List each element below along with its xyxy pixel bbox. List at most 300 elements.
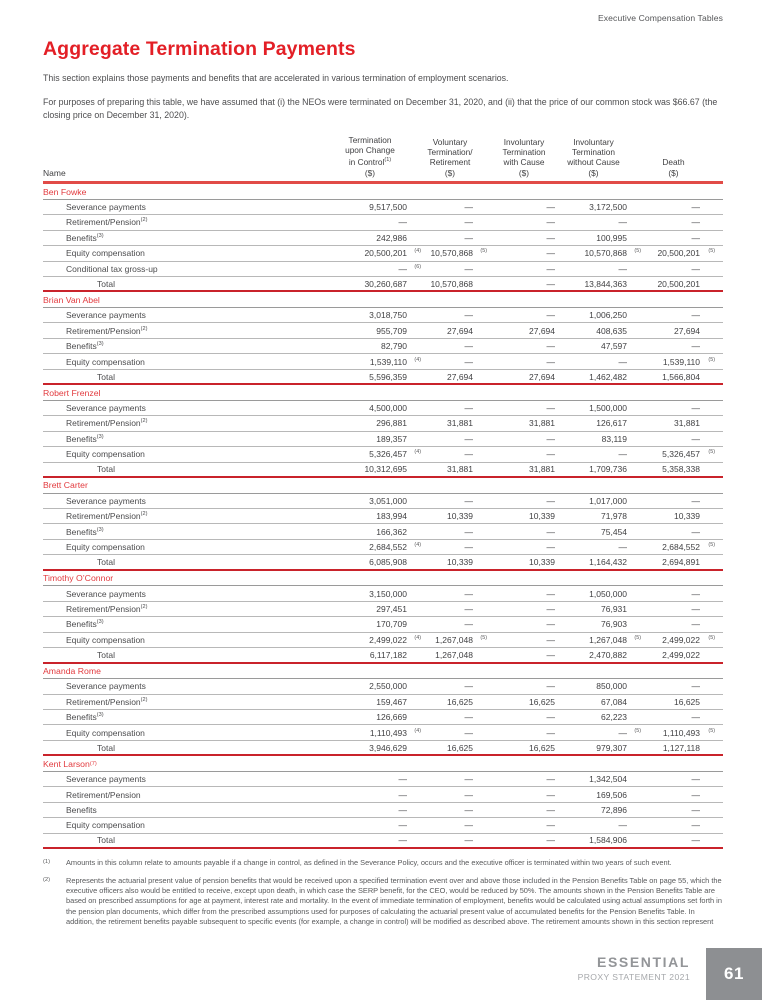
cell-number: 5,358,338 — [662, 464, 700, 475]
cell-number: — — [691, 433, 700, 444]
table-row — [43, 725, 723, 740]
cell-value — [647, 248, 723, 258]
cell-number: — — [464, 449, 473, 460]
row-label: Equity compensation — [66, 542, 145, 553]
cell-number: 1,050,000 — [589, 588, 627, 599]
cell-value — [647, 774, 723, 784]
cell-value — [333, 712, 427, 722]
table-row — [43, 215, 723, 230]
cell-number: 169,506 — [596, 789, 627, 800]
cell-number: 1,584,906 — [589, 835, 627, 846]
table-row — [43, 323, 723, 338]
cell-number: — — [691, 341, 700, 352]
row-label: Benefits$^{(3)}$ — [66, 232, 104, 243]
cell-value — [560, 774, 647, 784]
table-row — [43, 231, 723, 246]
cell-value — [333, 743, 427, 753]
cell-value — [560, 449, 647, 459]
cell-number: 62,223 — [601, 712, 627, 723]
cell-value — [560, 511, 647, 521]
footnote-reference: (4) — [414, 449, 421, 456]
footnote-reference: (4) — [414, 248, 421, 255]
cell-number: 1,110,493 — [369, 727, 407, 738]
cell-value — [647, 604, 723, 614]
cell-number: 27,694 — [447, 371, 473, 382]
cell-value — [333, 542, 427, 552]
cell-number: — — [464, 712, 473, 723]
cell-number: 183,994 — [376, 511, 407, 522]
cell-number: 82,790 — [381, 341, 407, 352]
cell-value — [493, 619, 560, 629]
footnote-reference: (2) — [140, 696, 148, 703]
cell-value — [560, 527, 647, 537]
cell-number: — — [546, 341, 555, 352]
cell-value — [333, 217, 427, 227]
cell-value — [493, 403, 560, 413]
footnote-reference: (2) — [140, 217, 148, 224]
cell-value — [333, 697, 427, 707]
cell-number: — — [464, 263, 473, 274]
row-label: Retirement/Pension$^{(2)}$ — [66, 511, 148, 522]
cell-number: 16,625 — [447, 742, 473, 753]
cell-value — [427, 589, 493, 599]
cell-number: 126,669 — [376, 712, 407, 723]
cell-value — [333, 557, 427, 567]
table-row — [43, 679, 723, 694]
cell-value — [427, 403, 493, 413]
cell-value — [560, 820, 647, 830]
cell-value — [560, 805, 647, 815]
cell-number: 189,357 — [376, 433, 407, 444]
cell-number: 10,312,695 — [364, 464, 407, 475]
row-label: Retirement/Pension$^{(2)}$ — [66, 604, 148, 615]
cell-value — [333, 264, 427, 274]
cell-value — [493, 790, 560, 800]
cell-number: — — [618, 727, 627, 738]
cell-value — [333, 820, 427, 830]
cell-value — [560, 434, 647, 444]
cell-value — [647, 341, 723, 351]
cell-number: 408,635 — [596, 325, 627, 336]
cell-number: 16,625 — [447, 696, 473, 707]
cell-number: 27,694 — [674, 325, 700, 336]
cell-number: 75,454 — [601, 526, 627, 537]
cell-number: 16,625 — [529, 696, 555, 707]
page-title: Aggregate Termination Payments — [43, 38, 356, 60]
cell-value — [647, 326, 723, 336]
cell-number: 13,844,363 — [584, 278, 627, 289]
footnote-reference: (5) — [634, 634, 641, 641]
cell-value — [333, 233, 427, 243]
footnote-reference: (3) — [96, 433, 104, 440]
cell-value — [560, 589, 647, 599]
cell-value — [427, 217, 493, 227]
cell-number: — — [464, 217, 473, 228]
cell-number: — — [398, 263, 407, 274]
cell-number: 67,084 — [601, 696, 627, 707]
cell-number: 1,342,504 — [589, 774, 627, 785]
cell-number: — — [691, 774, 700, 785]
cell-value — [647, 619, 723, 629]
row-label: Severance payments — [66, 202, 146, 213]
cell-value — [647, 835, 723, 845]
cell-number: — — [691, 526, 700, 537]
cell-value — [427, 743, 493, 753]
cell-number: — — [464, 310, 473, 321]
cell-value — [493, 310, 560, 320]
cell-value — [493, 418, 560, 428]
cell-number: — — [464, 835, 473, 846]
cell-number: 1,500,000 — [589, 403, 627, 414]
table-row — [43, 463, 723, 478]
cell-value — [493, 681, 560, 691]
column-header: Involuntary Termination with Cause ($) — [502, 136, 546, 178]
cell-number: — — [464, 542, 473, 553]
footnote-reference: (5) — [480, 634, 487, 641]
cell-number: — — [398, 835, 407, 846]
cell-number: — — [546, 820, 555, 831]
cell-number: — — [546, 526, 555, 537]
table-row — [43, 494, 723, 509]
cell-number: — — [546, 727, 555, 738]
cell-number: — — [691, 835, 700, 846]
column-header: Termination upon Change in Control$^{(1)}$ ($) — [345, 134, 395, 178]
cell-value — [427, 604, 493, 614]
cell-value — [493, 279, 560, 289]
footer-subtitle: PROXY STATEMENT 2021 — [577, 972, 690, 982]
table-row — [43, 401, 723, 416]
table-row — [43, 695, 723, 710]
footnote-reference: (2) — [140, 418, 148, 425]
row-label: Retirement/Pension — [66, 789, 141, 800]
row-label: Retirement/Pension$^{(2)}$ — [66, 418, 148, 429]
row-label: Retirement/Pension$^{(2)}$ — [66, 325, 148, 336]
cell-number: 297,451 — [376, 604, 407, 615]
footnote-reference: (5) — [708, 449, 715, 456]
cell-value — [560, 202, 647, 212]
cell-value — [493, 233, 560, 243]
cell-number: 16,625 — [529, 742, 555, 753]
cell-value — [333, 774, 427, 784]
cell-value — [560, 341, 647, 351]
cell-number: — — [546, 542, 555, 553]
row-label: Severance payments — [66, 403, 146, 414]
cell-value — [647, 542, 723, 552]
cell-value — [493, 248, 560, 258]
cell-number: 1,164,432 — [589, 557, 627, 568]
cell-number: 9,517,500 — [369, 202, 407, 213]
cell-number: — — [546, 449, 555, 460]
cell-number: 10,339 — [447, 557, 473, 568]
cell-number: — — [618, 820, 627, 831]
cell-value — [647, 589, 723, 599]
cell-value — [647, 310, 723, 320]
cell-number: — — [691, 232, 700, 243]
cell-value — [333, 341, 427, 351]
footnotes — [43, 858, 723, 927]
cell-number: 76,903 — [601, 619, 627, 630]
cell-value — [493, 604, 560, 614]
footnote-1-text: Amounts in this column relate to amounts payable if a change in control, as defined in the Severance Policy, occurs and the executive officer is terminated within two years of such event. — [66, 858, 672, 868]
cell-number: 10,339 — [674, 511, 700, 522]
cell-number: — — [691, 789, 700, 800]
cell-value — [427, 835, 493, 845]
row-label: Equity compensation — [66, 634, 145, 645]
cell-value — [560, 712, 647, 722]
cell-number: 20,500,201 — [657, 248, 700, 259]
cell-value — [647, 697, 723, 707]
cell-value — [560, 835, 647, 845]
cell-value — [647, 790, 723, 800]
cell-value — [493, 496, 560, 506]
cell-value — [560, 248, 647, 258]
cell-number: — — [546, 712, 555, 723]
cell-number: — — [398, 789, 407, 800]
cell-value — [493, 542, 560, 552]
cell-value — [560, 310, 647, 320]
cell-value — [333, 635, 427, 645]
cell-number: 2,470,882 — [589, 649, 627, 660]
cell-value — [560, 279, 647, 289]
cell-value — [427, 820, 493, 830]
table-row — [43, 710, 723, 725]
table-row — [43, 447, 723, 462]
table-row — [43, 277, 723, 292]
section-name-row: Brian Van Abel — [43, 292, 723, 308]
cell-value — [493, 635, 560, 645]
cell-number: — — [691, 681, 700, 692]
cell-number: — — [546, 805, 555, 816]
column-header: Death ($) — [662, 157, 685, 178]
cell-number: — — [691, 310, 700, 321]
footnote-2-marker: (2) — [43, 876, 51, 883]
cell-value — [560, 728, 647, 738]
cell-number: 6,085,908 — [369, 557, 407, 568]
cell-number: 296,881 — [376, 418, 407, 429]
cell-value — [560, 403, 647, 413]
cell-number: 10,570,868 — [430, 278, 473, 289]
cell-value — [493, 712, 560, 722]
cell-value — [427, 728, 493, 738]
cell-number: — — [398, 820, 407, 831]
cell-number: — — [691, 263, 700, 274]
footnote-reference: (5) — [708, 542, 715, 549]
cell-number: — — [546, 202, 555, 213]
table-header-row — [43, 135, 723, 185]
cell-value — [333, 372, 427, 382]
cell-value — [647, 712, 723, 722]
cell-number: — — [691, 805, 700, 816]
cell-value — [427, 774, 493, 784]
footnote-reference: (5) — [634, 727, 641, 734]
cell-number: 850,000 — [596, 681, 627, 692]
cell-value — [493, 728, 560, 738]
row-label: Conditional tax gross-up — [66, 263, 158, 274]
intro-paragraph-1: This section explains those payments and benefits that are accelerated in various termination of employment scenarios. — [43, 73, 509, 83]
cell-value — [493, 434, 560, 444]
cell-value — [647, 264, 723, 274]
cell-value — [560, 790, 647, 800]
footnote-reference: (5) — [708, 356, 715, 363]
cell-number: 31,881 — [447, 464, 473, 475]
cell-value — [333, 604, 427, 614]
table-row — [43, 741, 723, 756]
cell-number: 1,539,110 — [369, 356, 407, 367]
cell-number: 27,694 — [529, 325, 555, 336]
footnote-1-marker: (1) — [43, 859, 51, 866]
cell-number: 27,694 — [447, 325, 473, 336]
row-label: Severance payments — [66, 681, 146, 692]
footnote-reference: (3) — [96, 526, 104, 533]
cell-number: — — [464, 604, 473, 615]
cell-value — [493, 774, 560, 784]
section-name-row: Brett Carter — [43, 478, 723, 494]
cell-number: — — [546, 619, 555, 630]
table-row — [43, 432, 723, 447]
cell-number: — — [398, 774, 407, 785]
cell-number: 27,694 — [529, 371, 555, 382]
cell-number: 2,694,891 — [662, 557, 700, 568]
footnote-reference: (6) — [414, 263, 421, 270]
cell-value — [427, 202, 493, 212]
cell-number: 170,709 — [376, 619, 407, 630]
cell-value — [333, 790, 427, 800]
footnote-reference: (5) — [708, 634, 715, 641]
cell-value — [333, 434, 427, 444]
cell-value — [427, 619, 493, 629]
cell-value — [493, 511, 560, 521]
cell-number: — — [464, 403, 473, 414]
cell-value — [333, 728, 427, 738]
cell-value — [560, 681, 647, 691]
row-label: Total — [97, 835, 115, 846]
cell-number: 10,339 — [529, 511, 555, 522]
cell-value — [647, 279, 723, 289]
cell-number: 31,881 — [529, 464, 555, 475]
cell-number: — — [691, 588, 700, 599]
cell-value — [427, 310, 493, 320]
termination-payments-table — [43, 135, 723, 850]
cell-value — [333, 589, 427, 599]
cell-value — [427, 697, 493, 707]
cell-number: 71,978 — [601, 511, 627, 522]
cell-value — [427, 248, 493, 258]
table-row — [43, 648, 723, 663]
row-label: Severance payments — [66, 495, 146, 506]
cell-number: 242,986 — [376, 232, 407, 243]
cell-number: 2,499,022 — [369, 634, 407, 645]
cell-number: — — [546, 403, 555, 414]
cell-value — [427, 712, 493, 722]
cell-value — [493, 650, 560, 660]
table-row — [43, 370, 723, 385]
cell-value — [427, 372, 493, 382]
cell-number: 3,172,500 — [589, 202, 627, 213]
cell-value — [493, 805, 560, 815]
cell-number: — — [618, 356, 627, 367]
running-header: Executive Compensation Tables — [597, 13, 723, 23]
cell-number: 2,684,552 — [369, 542, 407, 553]
cell-number: 2,499,022 — [662, 634, 700, 645]
cell-value — [493, 372, 560, 382]
cell-number: 10,570,868 — [430, 248, 473, 259]
footnote-reference: (4) — [414, 356, 421, 363]
cell-value — [647, 418, 723, 428]
cell-number: 20,500,201 — [657, 278, 700, 289]
table-row — [43, 555, 723, 570]
cell-value — [647, 650, 723, 660]
cell-number: — — [546, 356, 555, 367]
cell-number: 100,995 — [596, 232, 627, 243]
cell-number: 1,127,118 — [662, 742, 700, 753]
cell-number: — — [691, 604, 700, 615]
cell-value — [427, 681, 493, 691]
cell-number: — — [546, 495, 555, 506]
row-label: Benefits$^{(3)}$ — [66, 712, 104, 723]
footnote-reference: (3) — [96, 712, 104, 719]
cell-number: 2,684,552 — [662, 542, 700, 553]
row-label: Equity compensation — [66, 356, 145, 367]
table-row — [43, 339, 723, 354]
cell-number: — — [618, 263, 627, 274]
cell-number: — — [546, 433, 555, 444]
row-label: Total — [97, 278, 115, 289]
table-row — [43, 803, 723, 818]
cell-value — [560, 264, 647, 274]
cell-number: 1,006,250 — [589, 310, 627, 321]
cell-number: 1,267,048 — [589, 634, 627, 645]
page-content — [43, 38, 723, 935]
cell-number: 1,110,493 — [662, 727, 700, 738]
cell-value — [560, 326, 647, 336]
table-row — [43, 586, 723, 601]
cell-number: 4,500,000 — [369, 403, 407, 414]
cell-number: 1,267,048 — [435, 634, 473, 645]
cell-value — [427, 635, 493, 645]
cell-number: — — [546, 310, 555, 321]
cell-value — [427, 418, 493, 428]
cell-number: 31,881 — [674, 418, 700, 429]
footnote-reference: (2) — [140, 604, 148, 611]
row-label: Severance payments — [66, 774, 146, 785]
cell-value — [427, 542, 493, 552]
cell-number: 1,462,482 — [589, 371, 627, 382]
footer-brand: ESSENTIAL — [597, 954, 690, 970]
cell-number: 16,625 — [674, 696, 700, 707]
table-row — [43, 602, 723, 617]
cell-number: 6,117,182 — [369, 649, 407, 660]
cell-value — [333, 279, 427, 289]
footnote-reference: (2) — [140, 511, 148, 518]
cell-value — [493, 326, 560, 336]
cell-value — [333, 681, 427, 691]
cell-number: 3,018,750 — [369, 310, 407, 321]
cell-number: 10,339 — [447, 511, 473, 522]
row-label: Total — [97, 371, 115, 382]
cell-value — [427, 527, 493, 537]
cell-value — [560, 357, 647, 367]
cell-value — [427, 341, 493, 351]
cell-number: 126,617 — [596, 418, 627, 429]
table-row — [43, 540, 723, 555]
cell-value — [427, 557, 493, 567]
cell-number: 5,326,457 — [662, 449, 700, 460]
table-row — [43, 787, 723, 802]
cell-number: — — [618, 542, 627, 553]
cell-number: 47,597 — [601, 341, 627, 352]
footnote-1 — [43, 858, 723, 868]
row-label: Total — [97, 649, 115, 660]
